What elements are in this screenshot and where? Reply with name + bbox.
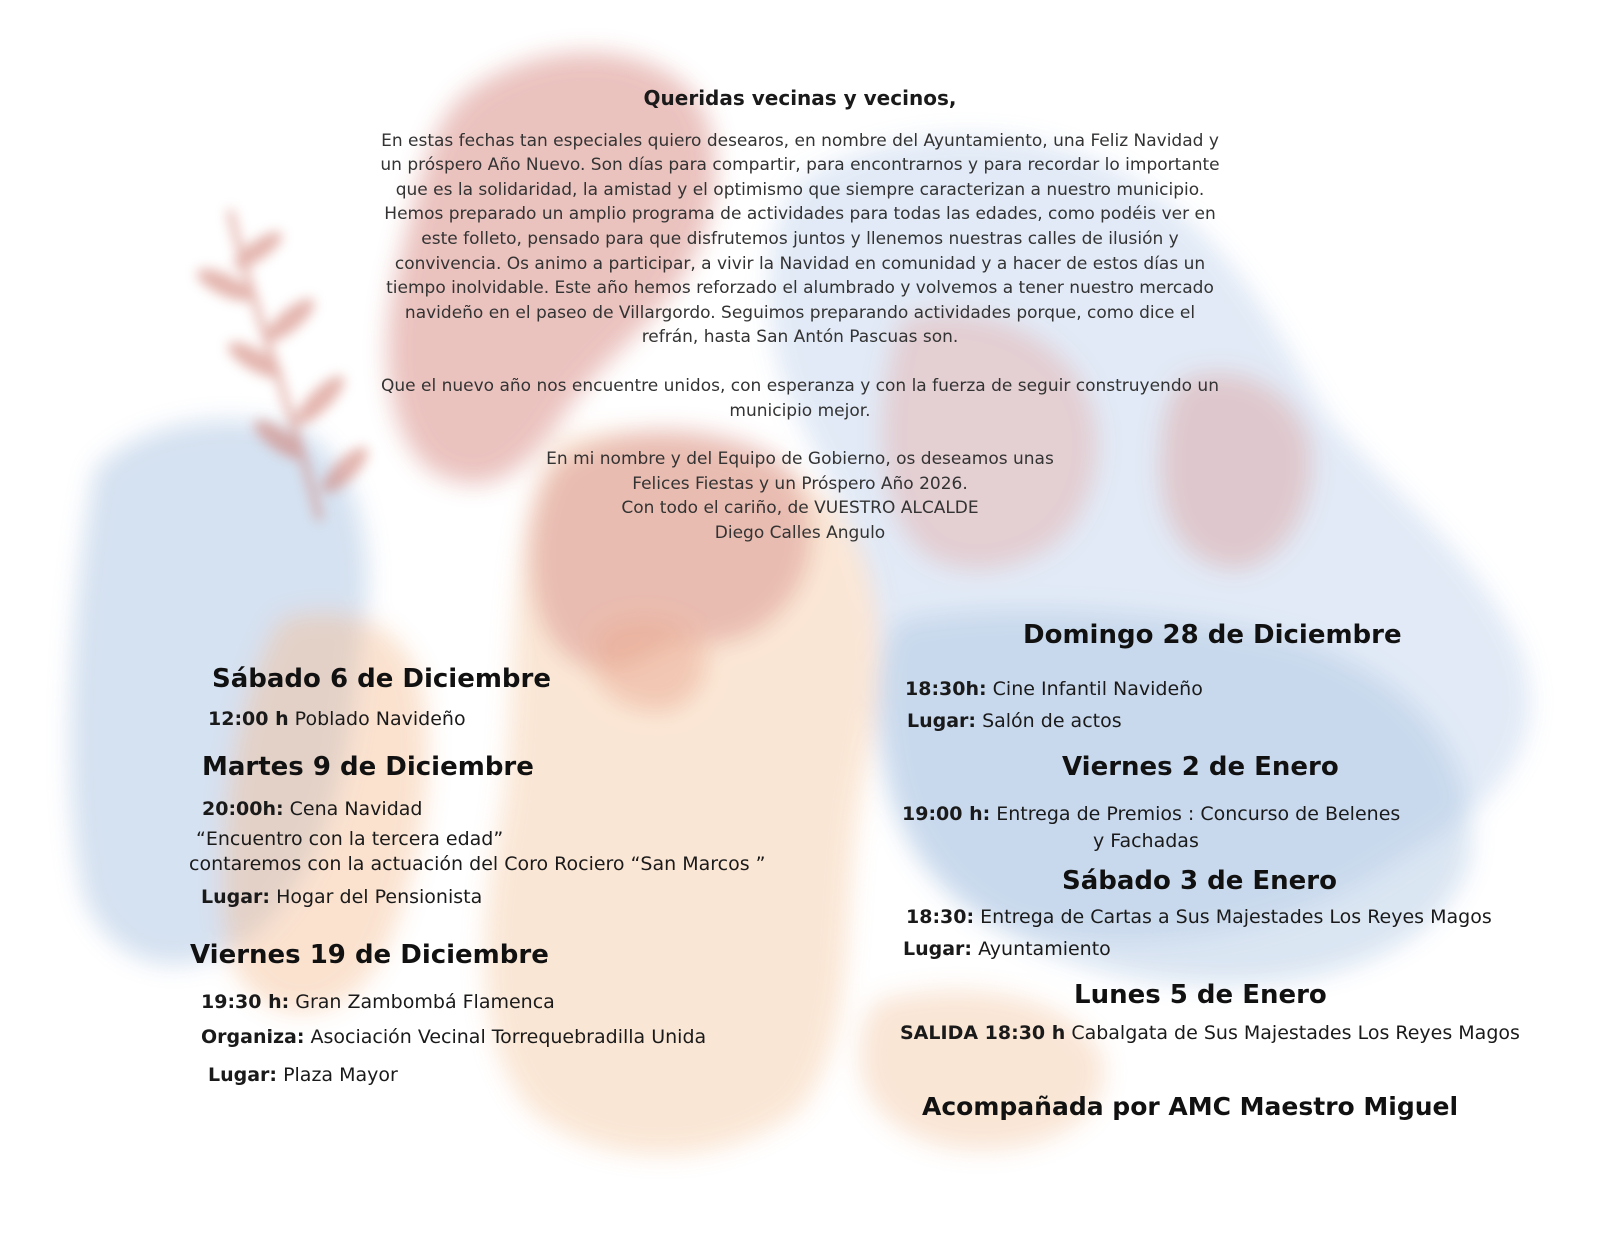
event-line <box>905 678 1203 700</box>
event-location <box>201 886 482 908</box>
event-text: Gran Zambombá Flamenca <box>289 991 555 1013</box>
letter-greeting: Queridas vecinas y vecinos, <box>643 86 957 110</box>
event-location <box>903 938 1111 960</box>
organizer-label: Organiza: <box>201 1026 305 1048</box>
location-label: Lugar: <box>907 710 977 732</box>
event-time: SALIDA 18:30 h <box>900 1022 1066 1044</box>
event-day-title: Domingo 28 de Diciembre <box>1023 620 1402 650</box>
event-day-title: Martes 9 de Diciembre <box>202 752 534 782</box>
location-text: Salón de actos <box>976 710 1122 732</box>
letter-paragraph-2: Hemos preparado un amplio programa de actividades para todas las edades, como podéis ver en este folleto, pensado para que disfrutemos juntos y llenemos nuestras calles de ilusión y convivencia. Os animo a participar, a vivir la Navidad en comunidad y a hacer de estos días un tiempo inolvidable. Este año hemos reforzado el alumbrado y volvemos a tener nuestro mercado navideño en el paseo de Villargordo. Seguimos preparando actividades porque, como dice el refrán, hasta San Antón Pascuas son. <box>384 204 1216 348</box>
event-day-title: Viernes 19 de Diciembre <box>190 940 549 970</box>
event-time: 20:00h: <box>202 798 284 820</box>
letter-paragraph-3: Que el nuevo año nos encuentre unidos, con esperanza y con la fuerza de seguir construyendo un municipio mejor. <box>381 375 1219 421</box>
event-time: 18:30: <box>906 906 975 928</box>
event-time: 19:30 h: <box>201 991 290 1013</box>
event-line <box>902 803 1400 825</box>
organizer-text: Asociación Vecinal Torrequebradilla Unida <box>304 1026 707 1048</box>
event-text: Entrega de Cartas a Sus Majestades Los Reyes Magos <box>974 906 1492 928</box>
event-line <box>201 991 555 1013</box>
event-line <box>208 708 466 730</box>
event-day-title: Sábado 6 de Diciembre <box>212 664 552 694</box>
event-day-title: Viernes 2 de Enero <box>1062 752 1339 782</box>
event-text: Entrega de Premios : Concurso de Belenes <box>990 803 1401 825</box>
letter-sign-line-3: Con todo el cariño, de VUESTRO ALCALDE <box>621 498 979 519</box>
event-location <box>907 710 1122 732</box>
event-time: 18:30h: <box>905 678 987 700</box>
location-text: Hogar del Pensionista <box>270 886 483 908</box>
event-text: Cena Navidad <box>283 798 423 820</box>
event-detail: contaremos con la actuación del Coro Rociero “San Marcos ” <box>189 853 766 875</box>
event-line <box>906 906 1492 928</box>
event-quote: “Encuentro con la tercera edad” <box>196 828 504 850</box>
letter-sign-line-1: En mi nombre y del Equipo de Gobierno, os deseamos unas <box>546 449 1054 470</box>
event-location <box>208 1064 398 1086</box>
location-text: Plaza Mayor <box>277 1064 398 1086</box>
event-text: Poblado Navideño <box>288 708 466 730</box>
location-label: Lugar: <box>208 1064 278 1086</box>
event-text: Cine Infantil Navideño <box>986 678 1203 700</box>
event-time: 19:00 h: <box>902 803 991 825</box>
location-text: Ayuntamiento <box>972 938 1111 960</box>
letter-sign-line-2: Felices Fiestas y un Próspero Año 2026. <box>632 473 968 494</box>
event-text: Cabalgata de Sus Majestades Los Reyes Magos <box>1065 1022 1520 1044</box>
letter-signature-name: Diego Calles Angulo <box>714 522 886 543</box>
event-line <box>900 1022 1520 1044</box>
event-organizer <box>201 1026 706 1048</box>
mayor-letter <box>380 86 1220 546</box>
event-line <box>202 798 422 820</box>
closing-note: Acompañada por AMC Maestro Miguel <box>922 1092 1459 1121</box>
event-time: 12:00 h <box>208 708 289 730</box>
location-label: Lugar: <box>201 886 271 908</box>
event-day-title: Lunes 5 de Enero <box>1074 980 1327 1010</box>
location-label: Lugar: <box>903 938 973 960</box>
event-day-title: Sábado 3 de Enero <box>1062 866 1337 896</box>
letter-paragraph-1: En estas fechas tan especiales quiero desearos, en nombre del Ayuntamiento, una Feliz Navidad y un próspero Año Nuevo. Son días para compartir, para encontrarnos y para recordar lo importante que es la solidaridad, la amistad y el optimismo que siempre caracterizan a nuestro municipio. <box>380 130 1220 200</box>
event-text-continued: y Fachadas <box>1093 830 1199 852</box>
